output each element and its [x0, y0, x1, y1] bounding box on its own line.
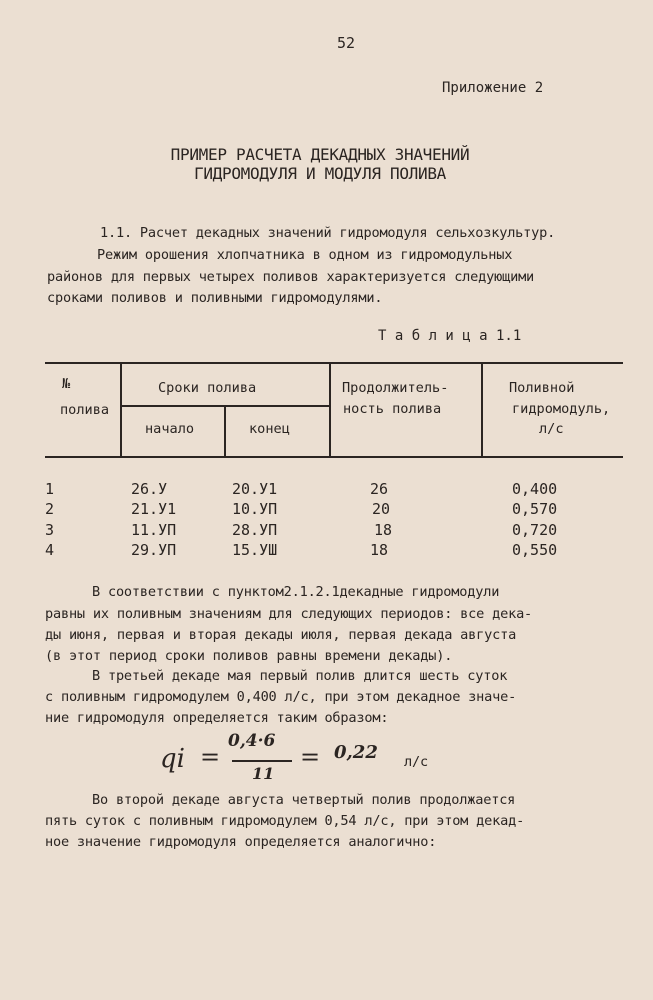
- table-header-bottom-rule: [45, 456, 623, 458]
- header-start: начало: [145, 421, 195, 437]
- formula-fraction-bar: [232, 760, 292, 762]
- formula-denominator: 11: [252, 764, 275, 783]
- cell-duration: 26: [370, 480, 389, 498]
- table-top-rule: [45, 362, 623, 364]
- body1-line-2: равны их поливным значениям для следующих периодов: все дека-: [45, 606, 533, 622]
- body2-line-1: В третьей декаде мая первый полив длится шесть суток: [92, 668, 508, 684]
- formula-eq2: =: [300, 743, 321, 771]
- cell-hydromodule: 0,550: [512, 541, 558, 559]
- formula-lhs: qi: [160, 744, 185, 774]
- cell-hydromodule: 0,400: [512, 480, 558, 498]
- header-hydromodule: Поливной: [509, 380, 575, 396]
- cell-num: 4: [45, 541, 55, 559]
- cell-hydromodule: 0,720: [512, 521, 558, 539]
- cell-num: 1: [45, 480, 55, 498]
- cell-end: 15.УШ: [232, 541, 278, 559]
- cell-start: 29.УП: [131, 541, 177, 559]
- body3-line-3: ное значение гидромодуля определяется аналогично:: [45, 834, 437, 850]
- header-hydromodule-line-2: гидромодуль,: [512, 401, 611, 417]
- header-hydromodule-unit: л/с: [539, 421, 564, 437]
- header-end: конец: [249, 421, 290, 437]
- header-duration-line-2: ность полива: [343, 401, 442, 417]
- body1-line-3: ды июня, первая и вторая декады июля, первая декада августа: [45, 627, 517, 643]
- body2-line-2: с поливным гидромодулем 0,400 л/с, при этом декадное значе-: [45, 689, 517, 705]
- formula-unit: л/с: [404, 754, 428, 770]
- intro-line-1: 1.1. Расчет декадных значений гидромодуля сельхозкультур.: [100, 225, 556, 241]
- appendix-label: Приложение 2: [442, 80, 544, 96]
- header-num: №: [62, 376, 71, 392]
- body2-line-3: ние гидромодуля определяется таким образом:: [45, 710, 389, 726]
- cell-start: 21.У1: [131, 500, 177, 518]
- formula-numerator: 0,4·6: [228, 731, 276, 751]
- cell-duration: 18: [370, 541, 389, 559]
- table-col-divider-4: [481, 362, 483, 457]
- intro-line-2: Режим орошения хлопчатника в одном из гидромодульных: [97, 247, 513, 263]
- cell-end: 10.УП: [232, 500, 278, 518]
- cell-hydromodule: 0,570: [512, 500, 558, 518]
- cell-start: 26.У: [131, 480, 168, 498]
- table-col-divider-1: [120, 362, 122, 457]
- page-number: 52: [337, 34, 356, 52]
- body3-line-2: пять суток с поливным гидромодулем 0,54 л/с, при этом декад-: [45, 813, 525, 829]
- cell-end: 20.У1: [232, 480, 278, 498]
- cell-num: 2: [45, 500, 55, 518]
- formula-result: 0,22: [334, 742, 378, 763]
- title-line-1: ПРИМЕР РАСЧЕТА ДЕКАДНЫХ ЗНАЧЕНИЙ: [170, 145, 470, 164]
- header-num-line-2: полива: [60, 402, 110, 418]
- cell-end: 28.УП: [232, 521, 278, 539]
- cell-duration: 20: [372, 500, 391, 518]
- title-line-2: ГИДРОМОДУЛЯ И МОДУЛЯ ПОЛИВА: [194, 164, 446, 183]
- intro-line-3: районов для первых четырех поливов характеризуется следующими: [47, 269, 535, 285]
- formula-eq1: =: [200, 743, 221, 771]
- cell-num: 3: [45, 521, 55, 539]
- table-caption: Т а б л и ц а 1.1: [378, 328, 522, 344]
- intro-line-4: сроками поливов и поливными гидромодулями.: [47, 290, 383, 306]
- body3-line-1: Во второй декаде августа четвертый полив продолжается: [92, 792, 516, 808]
- header-duration: Продолжитель-: [342, 380, 449, 396]
- table-col-divider-3: [329, 362, 331, 457]
- table-col-divider-2: [224, 405, 226, 457]
- body1-line-1: В соответствии с пунктом2.1.2.1декадные гидромодули: [92, 584, 500, 600]
- body1-line-4: (в этот период сроки поливов равны времени декады).: [45, 648, 453, 664]
- header-dates: Сроки полива: [158, 380, 257, 396]
- cell-duration: 18: [374, 521, 393, 539]
- cell-start: 11.УП: [131, 521, 177, 539]
